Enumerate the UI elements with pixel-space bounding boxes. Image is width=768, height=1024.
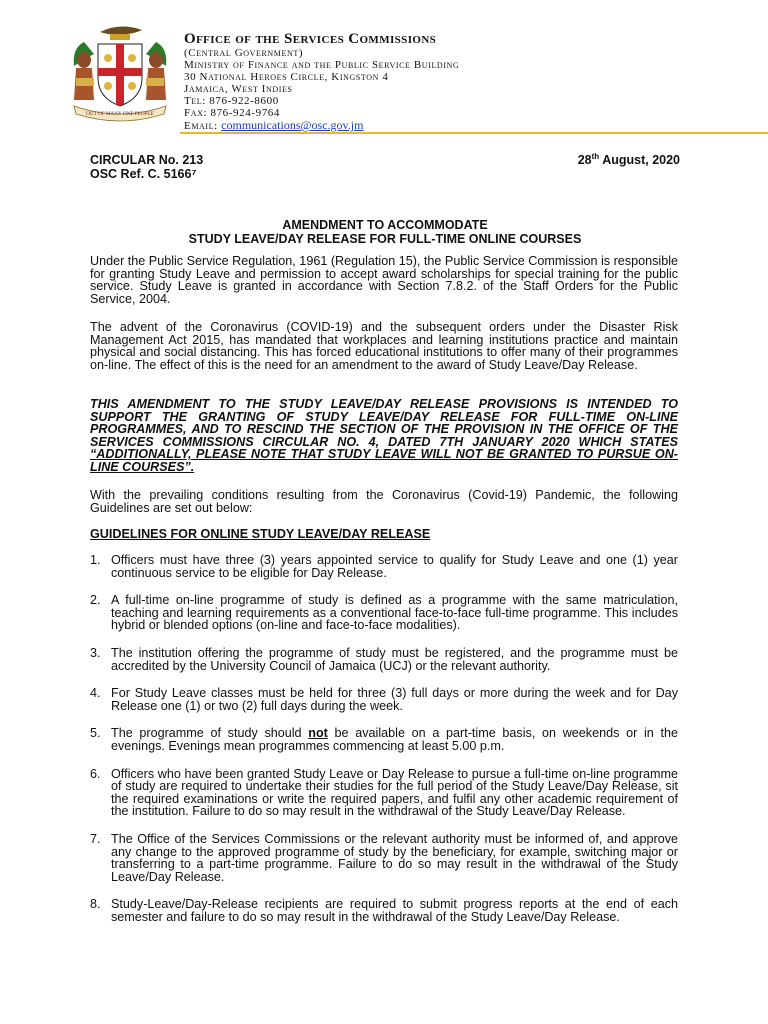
date-day: 28 <box>577 153 592 168</box>
circular-number: CIRCULAR No. 213 <box>90 153 204 167</box>
org-line-ministry: Ministry of Finance and the Public Service Building <box>184 59 460 71</box>
email-label: Email: <box>184 120 222 132</box>
item-text: The Office of the Services Commissions or the relevant authority must be informed of, and approve any change to the approved programme of study by the beneficiary, for example, switching major or transferring to a part-time programme. Failure to do so may result in the withdrawal of the Study Leave/Day Release. <box>111 831 678 884</box>
paragraph-regulation: Under the Public Service Regulation, 1961 (Regulation 15), the Public Service Commission is responsible for granting Study Leave and permission to accept award scholarships for special training for the public service. Study Leave is granted in accordance with Section 7.8.2. of the Staff Orders for the Public Service, 2004. <box>90 254 679 306</box>
org-line-telephone: Tel: 876-922-8600 <box>184 95 279 107</box>
date-suffix: th <box>591 152 600 161</box>
email-link[interactable]: communications@osc.gov.jm <box>221 118 364 132</box>
item-emphasis-not: not <box>308 726 328 741</box>
osc-reference: OSC Ref. C. 5166⁷ <box>90 167 197 181</box>
item-text-before: The programme of study should <box>111 726 309 741</box>
org-line-government: (Central Government) <box>184 47 304 59</box>
amendment-quoted-text: “ADDITIONALLY, PLEASE NOTE THAT STUDY LEAVE WILL NOT BE GRANTED TO PURSUE ON-LINE COURSES”. <box>90 447 678 474</box>
org-line-country: Jamaica, West Indies <box>184 83 293 95</box>
list-item <box>90 594 678 632</box>
guidelines-list <box>90 554 678 938</box>
title-line-1: AMENDMENT TO ACCOMMODATE <box>282 218 488 232</box>
item-text-after: be available on a part-time basis, on weekends or in the evenings. Evenings mean programmes commencing at least 5.00 p.m. <box>111 726 678 753</box>
org-line-email <box>184 119 459 132</box>
circular-date <box>578 152 680 167</box>
item-text: For Study Leave classes must be held for three (3) full days or more during the week and for Day Release one (1) or two (2) full days during the week. <box>111 686 678 713</box>
document-title <box>90 218 680 246</box>
date-month-year: August, 2020 <box>599 153 680 168</box>
motto-text: OUT OF MANY ONE PEOPLE <box>86 111 154 117</box>
circular-reference <box>90 153 203 181</box>
paragraph-guidelines-intro: With the prevailing conditions resulting from the Coronavirus (Covid-19) Pandemic, the following Guidelines are set out below: <box>90 488 678 515</box>
paragraph-amendment-statement <box>90 398 678 474</box>
item-number: 7. <box>90 831 101 846</box>
list-item <box>90 898 678 923</box>
item-number: 6. <box>90 766 101 781</box>
org-block <box>184 32 459 132</box>
item-text: Officers must have three (3) years appointed service to qualify for Study Leave and one (1) year continuous service to be eligible for Day Release. <box>111 553 678 580</box>
org-name: Office of the Services Commissions <box>184 31 437 47</box>
list-item <box>90 727 678 752</box>
item-text: Officers who have been granted Study Leave or Day Release to pursue a full-time on-line programme of study are required to undertake their studies for the full period of the Study Leave/Day Release, sit the required examinations or write the required papers, and fulfil any other academic requirement of the institution. Failure to do so may result in the withdrawal of the Study Leave/Day Release. <box>111 766 678 819</box>
item-text: A full-time on-line programme of study is defined as a programme with the same matriculation, teaching and learning requirements as a conventional face-to-face full-time programme. This includes hybrid or blended options (on-line and face-to-face modalities). <box>111 593 678 633</box>
coat-of-arms-icon <box>64 18 176 122</box>
list-item <box>90 768 678 818</box>
org-line-fax: Fax: 876-924-9764 <box>184 107 281 119</box>
amendment-main-text: THIS AMENDMENT TO THE STUDY LEAVE/DAY RELEASE PROVISIONS IS INTENDED TO SUPPORT THE GRANTING OF STUDY LEAVE/DAY RELEASE FOR FULL-TIME ON-LINE PROGRAMMES, AND TO RESCIND THE SECTION OF THE PROVISION IN THE OFFICE OF THE SERVICES COMMISSIONS CIRCULAR NO. 4, DATED 7TH JANUARY 2020 WHICH STATES <box>90 397 678 449</box>
list-item <box>90 647 678 672</box>
item-number: 5. <box>90 726 101 741</box>
title-line-2: STUDY LEAVE/DAY RELEASE FOR FULL-TIME ONLINE COURSES <box>188 232 582 246</box>
letterhead <box>0 0 768 132</box>
letterhead-divider <box>180 132 768 134</box>
item-number: 1. <box>90 553 101 567</box>
item-number: 2. <box>90 593 101 608</box>
item-number: 8. <box>90 897 101 912</box>
paragraph-covid-context: The advent of the Coronavirus (COVID-19) and the subsequent orders under the Disaster Risk Management Act 2015, has mandated that workplaces and learning institutions practice and maintain physical and social distancing. This has forced educational institutions to offer many of their programmes on-line. The effect of this is the need for an amendment to the award of Study Leave/Day Release. <box>90 320 678 372</box>
guidelines-heading: GUIDELINES FOR ONLINE STUDY LEAVE/DAY RELEASE <box>90 527 431 541</box>
item-number: 4. <box>90 686 101 701</box>
list-item <box>90 833 678 883</box>
item-text: Study-Leave/Day-Release recipients are required to submit progress reports at the end of each semester and failure to do so may result in the withdrawal of the Study Leave/Day Release. <box>111 897 678 924</box>
item-text: The institution offering the programme of study must be registered, and the programme must be accredited by the University Council of Jamaica (UCJ) or the relevant authority. <box>111 645 678 673</box>
list-item <box>90 554 678 579</box>
item-number: 3. <box>90 645 101 660</box>
list-item <box>90 687 678 712</box>
org-line-address: 30 National Heroes Circle, Kingston 4 <box>184 71 389 83</box>
